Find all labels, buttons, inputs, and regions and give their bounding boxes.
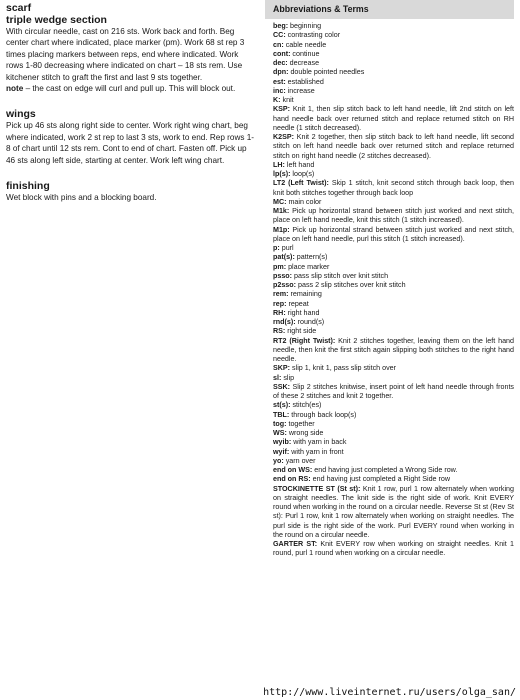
- term-definition: pattern(s): [294, 253, 328, 262]
- term-definition: Slip 2 stitches knitwise, insert point of left hand needle through fronts of these 2 stitches and knit 2 together.: [273, 382, 514, 400]
- term-key: pm:: [273, 262, 287, 271]
- term-row: [273, 429, 514, 438]
- abbreviations-heading: Abbreviations & Terms: [265, 0, 514, 19]
- term-key: STOCKINETTE ST (St st):: [273, 484, 361, 493]
- term-definition: slip: [281, 373, 295, 382]
- term-key: K:: [273, 96, 281, 104]
- term-definition: continue: [290, 49, 320, 58]
- term-row: [273, 485, 514, 541]
- term-definition: repeat: [286, 299, 309, 308]
- term-row: [273, 59, 514, 68]
- term-key: dec:: [273, 59, 288, 67]
- term-key: wyib:: [273, 438, 292, 447]
- term-key: LT2 (Left Twist):: [273, 179, 329, 188]
- term-row: [273, 179, 514, 198]
- term-definition: Knit EVERY row when working on straight needles. Knit 1 round, purl 1 round when working on a circular needle.: [273, 540, 515, 558]
- term-row: [273, 133, 514, 161]
- term-key: tog:: [273, 419, 287, 428]
- term-key: rep:: [273, 299, 287, 308]
- term-row: [273, 281, 514, 290]
- pattern-instructions: [6, 2, 256, 203]
- wings-title: wings: [6, 108, 36, 121]
- term-key: KSP:: [273, 105, 291, 114]
- term-row: [273, 327, 514, 336]
- term-definition: pass slip stitch over knit stitch: [292, 271, 389, 280]
- term-definition: main color: [286, 197, 322, 206]
- finishing-title: finishing: [6, 180, 50, 193]
- term-definition: Skip 1 stitch, knit second stitch through back loop, then knit both stitches together through back loop: [273, 179, 514, 197]
- term-key: est:: [273, 77, 286, 86]
- term-key: K2SP:: [273, 133, 295, 141]
- term-row: [273, 448, 514, 457]
- term-row: [273, 272, 514, 281]
- term-row: [273, 411, 514, 420]
- term-row: [273, 309, 514, 318]
- term-key: GARTER ST:: [273, 540, 318, 548]
- term-key: dpn:: [273, 68, 289, 77]
- term-key: MC:: [273, 197, 287, 206]
- term-row: [273, 87, 514, 96]
- term-definition: place marker: [286, 262, 330, 271]
- term-definition: Knit 2 stitches together, leaving them on the left hand needle, then knit the first stitch again slipping both stitches to the right hand needle.: [273, 336, 514, 363]
- term-key: psso:: [273, 271, 293, 280]
- term-definition: yarn over: [283, 456, 316, 465]
- term-row: [273, 300, 514, 309]
- term-definition: Knit 1 row, purl 1 row alternately when working on straight needles. The knit side is the right side of work. Knit EVERY round when working in the round on a circular needle. Reverse St st (Rev St st): Purl 1 row, knit 1 row alternately when working on straight needles. The purl side is the right side of the work. Purl EVERY round when working in the round on a circular needle.: [273, 484, 514, 539]
- note-label: note: [6, 84, 24, 94]
- term-key: end on RS:: [273, 475, 311, 484]
- term-key: cn:: [273, 40, 284, 49]
- term-definition: beginning: [288, 22, 322, 30]
- term-key: p2sso:: [273, 281, 297, 289]
- term-definition: cable needle: [283, 40, 327, 49]
- term-key: LH:: [273, 160, 285, 169]
- abbreviations-panel: [265, 0, 514, 559]
- term-key: RT2 (Right Twist):: [273, 336, 336, 345]
- term-definition: Pick up horizontal strand between stitch just worked and next stitch, place on left hand needle, knit this stitch (1 stitch increased).: [273, 207, 514, 225]
- term-definition: Knit 2 together, then slip stitch back to left hand needle, lift second stitch on left hand needle back over returned stitch and replace returned stitch on right hand needle (2 stitches decreased).: [273, 133, 514, 160]
- term-row: [273, 170, 514, 179]
- scarf-note: [6, 83, 256, 94]
- term-definition: right side: [285, 327, 317, 336]
- term-definition: with yarn in front: [289, 447, 344, 456]
- triple-wedge-title: triple wedge section: [6, 14, 107, 26]
- term-key: beg:: [273, 22, 289, 30]
- term-row: [273, 290, 514, 299]
- term-definition: end having just completed a Right Side row: [310, 475, 451, 484]
- watermark-url: http://www.liveinternet.ru/users/olga_san/: [263, 687, 516, 698]
- term-key: rnd(s):: [273, 318, 296, 326]
- term-key: st(s):: [273, 401, 291, 410]
- term-key: wyif:: [273, 447, 290, 456]
- term-row: [273, 383, 514, 402]
- term-definition: pass 2 slip stitches over knit stitch: [296, 281, 406, 289]
- term-definition: established: [285, 77, 324, 86]
- finishing-instructions: Wet block with pins and a blocking board.: [6, 193, 157, 203]
- term-key: rem:: [273, 290, 289, 299]
- term-row: [273, 226, 514, 245]
- term-key: M1k:: [273, 207, 290, 215]
- term-row: [273, 466, 514, 475]
- term-key: RS:: [273, 327, 286, 336]
- term-key: sl:: [273, 373, 282, 382]
- term-key: RH:: [273, 308, 286, 317]
- term-key: WS:: [273, 429, 287, 437]
- term-key: CC:: [273, 31, 286, 40]
- term-row: [273, 105, 514, 133]
- term-definition: with yarn in back: [291, 438, 347, 447]
- term-key: inc:: [273, 86, 286, 95]
- term-key: SSK:: [273, 382, 291, 391]
- term-definition: stitch(es): [290, 401, 322, 410]
- term-definition: end having just completed a Wrong Side row.: [312, 466, 458, 474]
- term-row: [273, 263, 514, 272]
- term-row: [273, 41, 514, 50]
- term-definition: increase: [285, 86, 315, 95]
- term-row: [273, 438, 514, 447]
- term-row: [273, 78, 514, 87]
- term-row: [273, 50, 514, 59]
- wings-instructions: Pick up 46 sts along right side to center. Work right wing chart, beg where indicated, work 2 st rep to last 3 sts, work to end. Rep rows 1-8 of chart until 12 sts rem. Cont to end of chart. Fasten off. Pick up 46 sts along left side, starting at center. Work left wing chart.: [6, 121, 255, 165]
- term-definition: purl: [279, 244, 294, 252]
- term-definition: through back loop(s): [289, 410, 357, 419]
- term-row: [273, 364, 514, 373]
- term-row: [273, 207, 514, 226]
- term-definition: loop(s): [290, 170, 315, 178]
- note-text: – the cast on edge will curl and pull up. This will block out.: [23, 84, 236, 94]
- term-row: [273, 374, 514, 383]
- term-row: [273, 22, 514, 31]
- term-row: [273, 420, 514, 429]
- term-key: TBL:: [273, 410, 290, 419]
- term-definition: wrong side: [286, 429, 324, 437]
- term-definition: slip 1, knit 1, pass slip stitch over: [290, 364, 397, 373]
- term-key: cont:: [273, 49, 291, 58]
- term-definition: contrasting color: [285, 31, 341, 40]
- term-row: [273, 457, 514, 466]
- term-row: [273, 540, 514, 559]
- term-row: [273, 96, 514, 105]
- term-key: p:: [273, 244, 280, 252]
- term-definition: decrease: [287, 59, 320, 67]
- term-definition: Pick up horizontal strand between stitch just worked and next stitch, place on left hand needle, purl this stitch (1 stitch increased).: [273, 225, 514, 243]
- term-row: [273, 337, 514, 365]
- term-row: [273, 401, 514, 410]
- scarf-instructions: With circular needle, cast on 216 sts. Work back and forth. Beg center chart where indicated, place marker (pm). Work 68 st rep 3 times placing markers between reps, end where indicated. Work rows 1-80 decreasing where indicated on chart – 18 sts rem. Use kitchener stitch to graft the first and last 9 sts together.: [6, 27, 245, 82]
- term-row: [273, 31, 514, 40]
- term-key: pat(s):: [273, 253, 295, 262]
- term-definition: together: [286, 419, 315, 428]
- term-definition: knit: [280, 96, 294, 104]
- term-row: [273, 253, 514, 262]
- term-definition: round(s): [295, 318, 325, 326]
- term-row: [273, 68, 514, 77]
- term-definition: double pointed needles: [288, 68, 365, 77]
- term-key: SKP:: [273, 364, 291, 373]
- term-definition: Knit 1, then slip stitch back to left hand needle, lift 2nd stitch on left hand needle back over returned stitch and replace returned stitch on RH needle (1 stitch decreased).: [273, 105, 514, 132]
- terms-list: [265, 19, 514, 559]
- term-key: M1p:: [273, 225, 290, 234]
- term-row: [273, 475, 514, 484]
- term-row: [273, 198, 514, 207]
- term-row: [273, 161, 514, 170]
- term-row: [273, 244, 514, 253]
- term-row: [273, 318, 514, 327]
- term-key: end on WS:: [273, 466, 313, 474]
- term-key: yo:: [273, 456, 284, 465]
- term-definition: left hand: [284, 160, 315, 169]
- term-definition: remaining: [288, 290, 322, 299]
- term-key: lp(s):: [273, 170, 291, 178]
- term-definition: right hand: [285, 308, 320, 317]
- scarf-title: scarf: [6, 2, 32, 14]
